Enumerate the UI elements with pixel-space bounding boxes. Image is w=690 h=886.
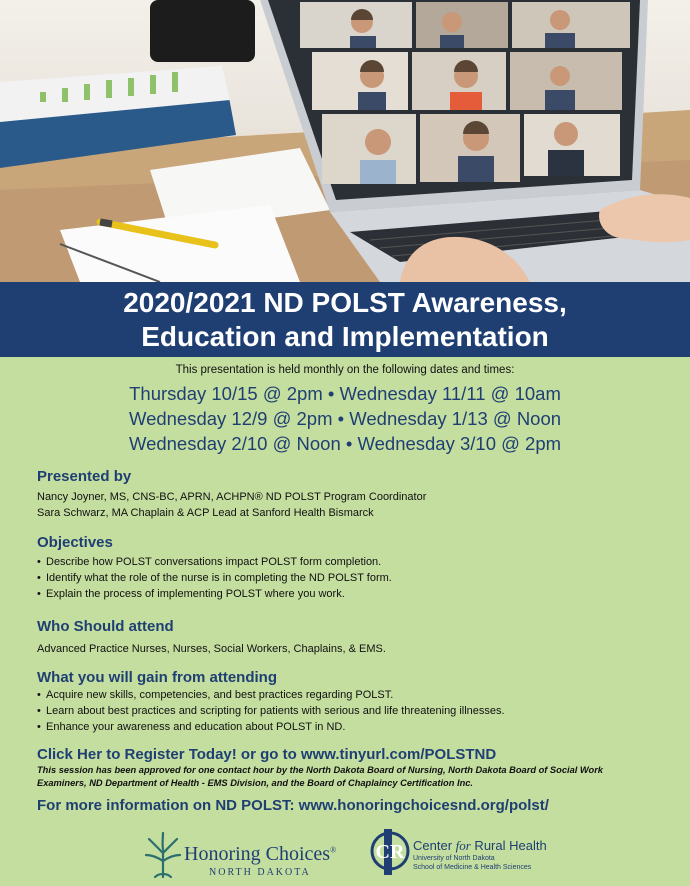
more-info-link[interactable]: For more information on ND POLST: www.honoringchoicesnd.org/polst/ <box>37 797 549 814</box>
honoring-choices-name <box>184 843 336 866</box>
list-item: • Acquire new skills, competencies, and best practices regarding POLST. <box>37 687 657 703</box>
who-heading: Who Should attend <box>37 618 174 635</box>
gain-heading: What you will gain from attending <box>37 669 277 686</box>
page-title-line-1: 2020/2021 ND POLST Awareness, <box>123 287 567 318</box>
crh-name-part: Rural Health <box>470 838 547 853</box>
schedule-dates <box>0 381 690 456</box>
crh-name-part: for <box>455 838 471 853</box>
presenter-line: Nancy Joyner, MS, CNS-BC, APRN, ACHPN® ND POLST Program Coordinator <box>37 491 427 503</box>
crh-university: University of North Dakota <box>413 855 495 862</box>
crh-monogram-icon <box>370 829 410 875</box>
approval-note: This session has been approved for one contact hour by the North Dakota Board of Nursing, North Dakota Board of Social Work Examiners, ND Department of Health - EMS Division, and the Board of Chaplaincy Certification Inc. <box>37 765 603 788</box>
presented-by-section <box>37 467 657 521</box>
list-item: • Learn about best practices and scripting for patients with serious and life threatening illnesses. <box>37 703 657 719</box>
presented-by-heading: Presented by <box>37 468 132 485</box>
honoring-choices-subtitle: NORTH DAKOTA <box>209 867 311 878</box>
gain-list <box>37 687 657 735</box>
crh-name <box>413 838 547 854</box>
date-line: Wednesday 12/9 @ 2pm • Wednesday 1/13 @ Noon <box>128 408 562 429</box>
center-for-rural-health-logo <box>370 825 570 883</box>
crh-monogram: CR <box>375 841 405 863</box>
schedule-intro: This presentation is held monthly on the following dates and times: <box>175 364 515 376</box>
crh-school: School of Medicine & Health Sciences <box>413 864 532 871</box>
page-title-line-2: Education and Implementation <box>141 321 549 352</box>
tree-icon <box>143 831 183 879</box>
flyer-content <box>0 357 690 886</box>
registered-mark: ® <box>330 845 337 855</box>
presenter-line: Sara Schwarz, MA Chaplain & ACP Lead at Sanford Health Bismarck <box>37 507 374 519</box>
hero-photo <box>0 0 690 282</box>
crh-name-part: Center <box>413 838 456 853</box>
list-item: • Enhance your awareness and education about POLST in ND. <box>37 719 657 735</box>
title-banner <box>0 282 690 357</box>
honoring-choices-name-text: Honoring Choices <box>184 843 331 865</box>
who-should-attend-section <box>37 617 657 657</box>
list-item: • Identify what the role of the nurse is in completing the ND POLST form. <box>37 570 657 586</box>
objectives-list <box>37 554 657 602</box>
register-link[interactable]: Click Her to Register Today! or go to www.tinyurl.com/POLSTND <box>37 746 497 763</box>
list-item: • Describe how POLST conversations impact POLST form completion. <box>37 554 657 570</box>
who-text: Advanced Practice Nurses, Nurses, Social Workers, Chaplains, & EMS. <box>37 643 386 655</box>
date-line: Wednesday 2/10 @ Noon • Wednesday 3/10 @ 2pm <box>128 433 562 454</box>
honoring-choices-logo <box>143 827 373 882</box>
list-item: • Explain the process of implementing POLST where you work. <box>37 586 657 602</box>
date-line: Thursday 10/15 @ 2pm • Wednesday 11/11 @ 10am <box>129 383 561 404</box>
objectives-heading: Objectives <box>37 534 113 551</box>
objectives-section <box>37 533 657 602</box>
gain-section <box>37 668 657 735</box>
laptop-video-call-illustration <box>0 0 690 282</box>
